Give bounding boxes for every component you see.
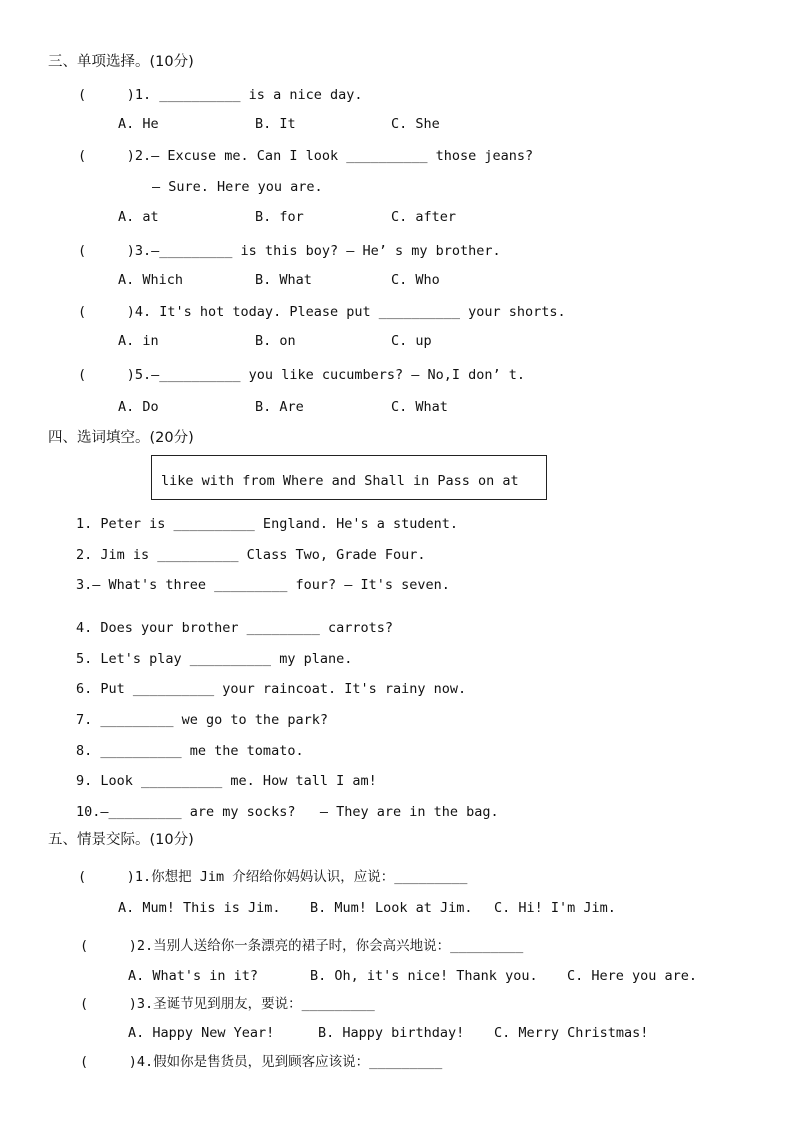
s3-q1-option-c: C. She (391, 116, 440, 132)
s3-q2-stem2: — Sure. Here you are. (152, 179, 323, 195)
s5-q4-stem: ( )4.假如你是售货员，见到顾客应该说：_________ (80, 1054, 443, 1070)
s3-q5-option-a: A. Do (118, 399, 159, 415)
s3-q4-option-c: C. up (391, 333, 432, 349)
s3-q3-option-c: C. Who (391, 272, 440, 288)
s5-q3-stem: ( )3.圣诞节见到朋友，要说：_________ (80, 996, 375, 1012)
s5-q3-option-c: C. Merry Christmas! (494, 1025, 649, 1041)
s4-item-7: 7. _________ we go to the park? (76, 712, 328, 728)
section5-title: 五、情景交际。(10分) (48, 832, 194, 848)
section3-title: 三、单项选择。(10分) (48, 54, 194, 70)
s5-q3-option-b: B. Happy birthday! (318, 1025, 465, 1041)
s3-q5-option-c: C. What (391, 399, 448, 415)
s5-q2-option-c: C. Here you are. (567, 968, 698, 984)
s4-item-10: 10.—_________ are my socks? — They are in the bag. (76, 804, 499, 820)
s3-q4-stem: ( )4. It's hot today. Please put __________ your shorts. (78, 304, 566, 320)
s5-q2-option-a: A. What's in it? (128, 968, 259, 984)
s3-q4-option-b: B. on (255, 333, 296, 349)
s5-q1-stem: ( )1.你想把 Jim 介绍给你妈妈认识，应说：_________ (78, 869, 468, 885)
s4-item-8: 8. __________ me the tomato. (76, 743, 304, 759)
s3-q2-stem: ( )2.— Excuse me. Can I look __________ those jeans? (78, 148, 534, 164)
s4-item-2: 2. Jim is __________ Class Two, Grade Four. (76, 547, 426, 563)
s4-item-3: 3.— What's three _________ four? — It's seven. (76, 577, 450, 593)
s4-item-9: 9. Look __________ me. How tall I am! (76, 773, 377, 789)
s3-q1-option-b: B. It (255, 116, 296, 132)
s3-q5-stem: ( )5.—__________ you like cucumbers? — No,I don’ t. (78, 367, 526, 383)
s4-item-4: 4. Does your brother _________ carrots? (76, 620, 393, 636)
s5-q3-option-a: A. Happy New Year! (128, 1025, 275, 1041)
s3-q1-option-a: A. He (118, 116, 159, 132)
s3-q2-option-c: C. after (391, 209, 457, 225)
word-box-text: like with from Where and Shall in Pass on at (161, 473, 519, 489)
s5-q1-option-a: A. Mum! This is Jim. (118, 900, 281, 916)
s3-q1-stem: ( )1. __________ is a nice day. (78, 87, 363, 103)
s5-q2-option-b: B. Oh, it's nice! Thank you. (310, 968, 538, 984)
s3-q3-option-a: A. Which (118, 272, 184, 288)
s3-q4-option-a: A. in (118, 333, 159, 349)
s5-q1-option-c: C. Hi! I'm Jim. (494, 900, 616, 916)
s3-q5-option-b: B. Are (255, 399, 304, 415)
s3-q3-option-b: B. What (255, 272, 312, 288)
word-box (151, 455, 547, 500)
section4-title: 四、选词填空。(20分) (48, 430, 194, 446)
s4-item-5: 5. Let's play __________ my plane. (76, 651, 353, 667)
s5-q1-option-b: B. Mum! Look at Jim. (310, 900, 473, 916)
s3-q2-option-a: A. at (118, 209, 159, 225)
s3-q2-option-b: B. for (255, 209, 304, 225)
s4-item-6: 6. Put __________ your raincoat. It's rainy now. (76, 681, 467, 697)
s3-q3-stem: ( )3.—_________ is this boy? — He’ s my brother. (78, 243, 501, 259)
s4-item-1: 1. Peter is __________ England. He's a student. (76, 516, 459, 532)
s5-q2-stem: ( )2.当别人送给你一条漂亮的裙子时，你会高兴地说：_________ (80, 938, 524, 954)
